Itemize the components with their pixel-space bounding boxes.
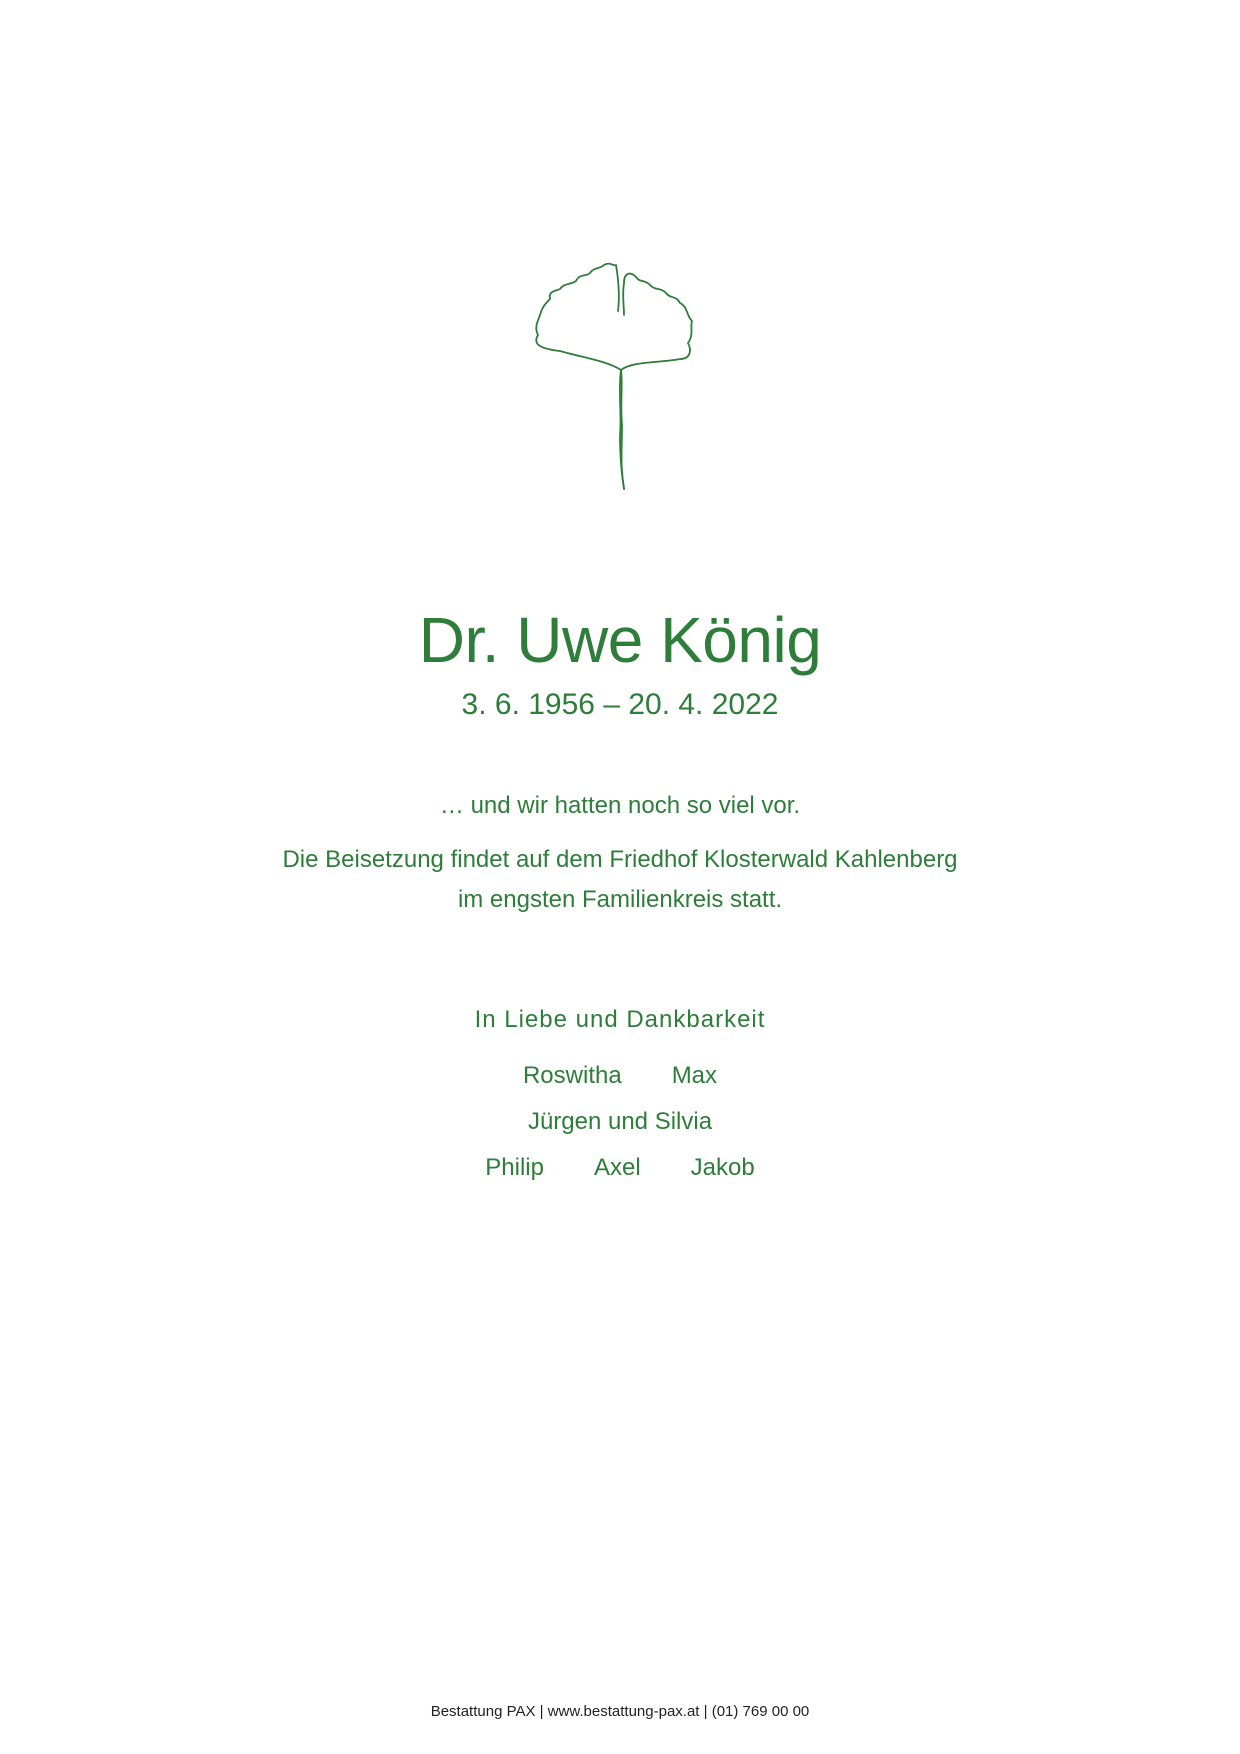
mourners-row-3	[0, 1152, 1240, 1184]
mourner-name: Jakob	[690, 1154, 755, 1181]
closing-phrase: In Liebe und Dankbarkeit	[474, 1006, 766, 1033]
burial-line-1: Die Beisetzung findet auf dem Friedhof Klosterwald Kahlenberg	[282, 846, 958, 873]
burial-line-2: im engsten Familienkreis statt.	[457, 886, 783, 913]
mourner-name: Philip	[485, 1154, 544, 1181]
ginkgo-leaf-icon	[520, 255, 720, 495]
memorial-quote: … und wir hatten noch so viel vor.	[439, 792, 801, 819]
burial-notice	[0, 840, 1240, 920]
life-dates: 3. 6. 1956 – 20. 4. 2022	[461, 688, 779, 721]
mourner-name: Axel	[593, 1154, 641, 1181]
mourner-name: Roswitha	[522, 1062, 622, 1089]
deceased-name: Dr. Uwe König	[418, 604, 822, 676]
mourner-name: Max	[671, 1062, 718, 1089]
footer-contact: Bestattung PAX | www.bestattung-pax.at | (01) 769 00 00	[430, 1703, 810, 1720]
mourners-row-2	[0, 1106, 1240, 1138]
mourners-row-1	[0, 1060, 1240, 1092]
mourner-name: Jürgen und Silvia	[527, 1108, 713, 1135]
